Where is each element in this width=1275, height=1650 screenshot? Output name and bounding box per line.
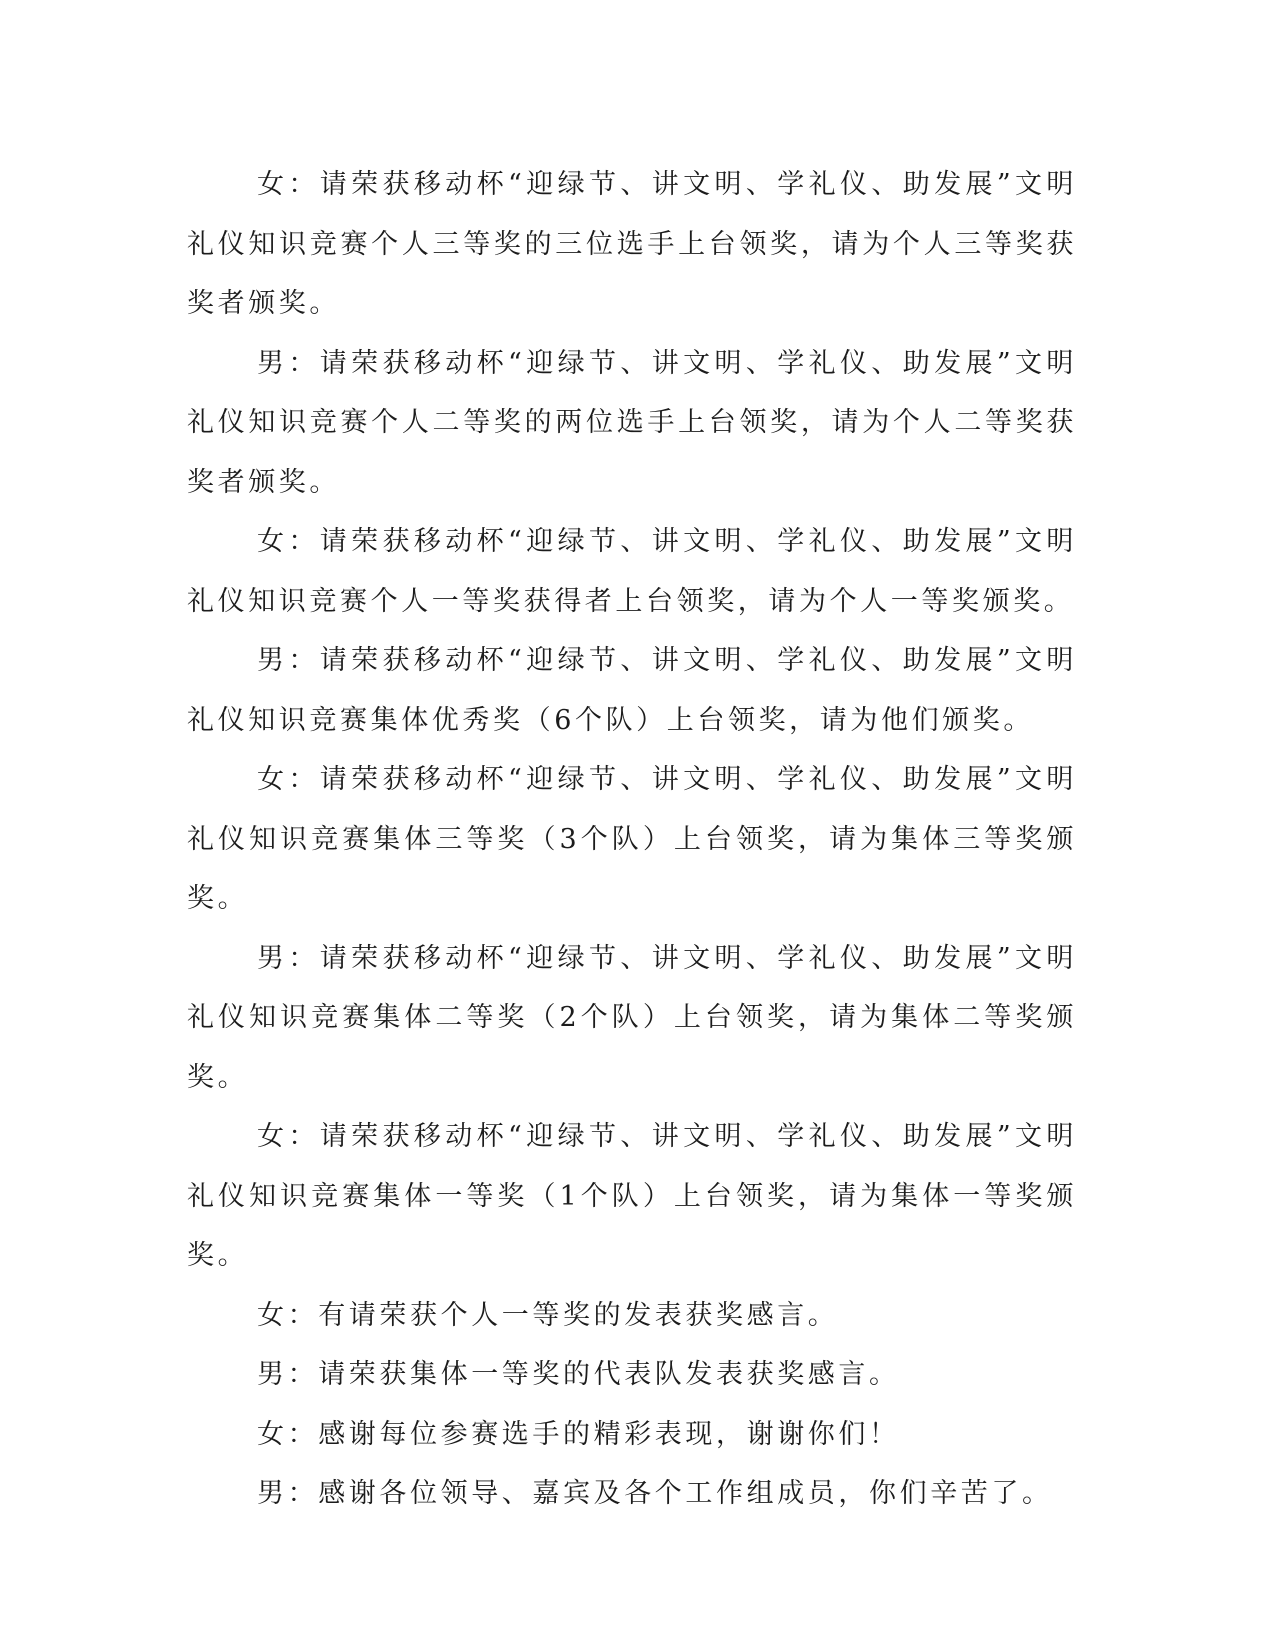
paragraph-8: 女：有请荣获个人一等奖的发表获奖感言。 — [257, 1299, 839, 1331]
paragraph-3: 女：请荣获移动杯“迎绿节、讲文明、学礼仪、助发展”文明礼仪知识竞赛个人一等奖获得者上台领奖，请为个人一等奖颁奖。 — [187, 526, 1077, 617]
paragraph-9: 男：请荣获集体一等奖的代表队发表获奖感言。 — [257, 1359, 900, 1390]
paragraph-11: 男：感谢各位领导、嘉宾及各个工作组成员，你们辛苦了。 — [257, 1478, 1053, 1509]
paragraph-5: 女：请荣获移动杯“迎绿节、讲文明、学礼仪、助发展”文明礼仪知识竞赛集体三等奖（3个队）上台领奖，请为集体三等奖颁奖。 — [187, 764, 1077, 914]
paragraph-10: 女：感谢每位参赛选手的精彩表现，谢谢你们！ — [257, 1418, 900, 1450]
paragraph-4: 男：请荣获移动杯“迎绿节、讲文明、学礼仪、助发展”文明礼仪知识竞赛集体优秀奖（6个队）上台领奖，请为他们颁奖。 — [187, 645, 1077, 736]
paragraph-2: 男：请荣获移动杯“迎绿节、讲文明、学礼仪、助发展”文明礼仪知识竞赛个人二等奖的两位选手上台领奖，请为个人二等奖获奖者颁奖。 — [187, 347, 1077, 498]
paragraph-7: 女：请荣获移动杯“迎绿节、讲文明、学礼仪、助发展”文明礼仪知识竞赛集体一等奖（1个队）上台领奖，请为集体一等奖颁奖。 — [187, 1121, 1077, 1271]
paragraph-1: 女：请荣获移动杯“迎绿节、讲文明、学礼仪、助发展”文明礼仪知识竞赛个人三等奖的三位选手上台领奖，请为个人三等奖获奖者颁奖。 — [187, 169, 1077, 319]
paragraph-6: 男：请荣获移动杯“迎绿节、讲文明、学礼仪、助发展”文明礼仪知识竞赛集体二等奖（2个队）上台领奖，请为集体二等奖颁奖。 — [187, 942, 1077, 1093]
document-body — [187, 155, 1077, 1524]
